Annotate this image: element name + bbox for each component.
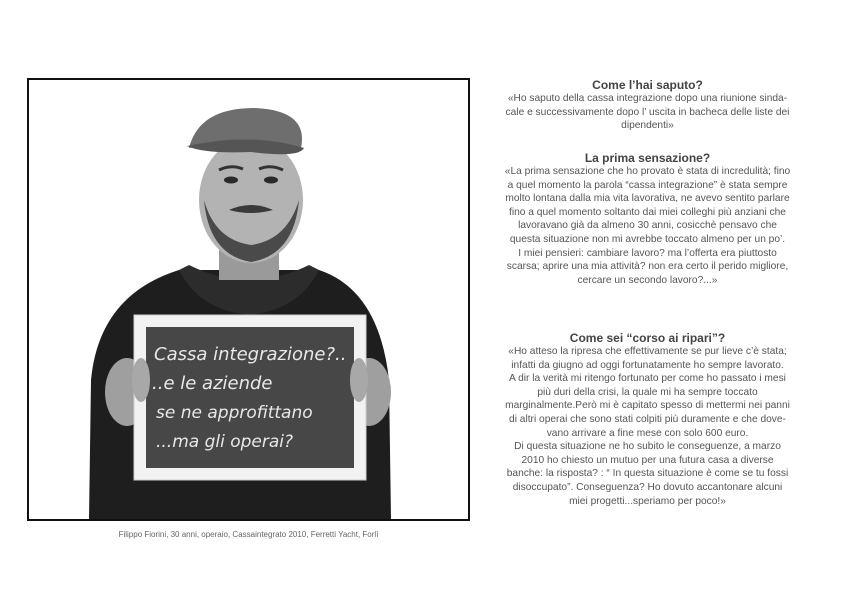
portrait-illustration <box>29 80 468 519</box>
chalk-line-2: ..e le aziende <box>152 373 273 394</box>
portrait-photo <box>27 78 470 521</box>
section-body: «Ho saputo della cassa integrazione dopo una riunione sinda- cale e successivamente dopo l’ uscita in bacheca delle liste dei dipendenti» <box>505 93 790 132</box>
section-body: «Ho atteso la ripresa che effettivamente se pur lieve c’è stata; infatti da giugno ad oggi fortunatamente ho sempre lavorato. A dir la verità mi ritengo fortunato per come ho passato i mesi più duri della crisi, la quale mi ha sempre toccato marginalmente.Però mi è capitato spesso di mettermi nei panni di altri operai che sono stati colpiti più duramente e che dove- vano arrivare a fine mese con solo 600 euro. Di questa situazione ne ho subito le conseguenze, a marzo 2010 ho chiesto un mutuo per una futura casa a diverse banche: la risposta? : “ In questa situazione è come se tu fossi disoccupato”. Conseguenza? Ho dovuto accantonare alcuni miei progetti...speriamo per poco!» <box>505 346 790 507</box>
section-heading: Come l’hai saputo? <box>592 78 703 92</box>
chalk-line-1: Cassa integrazione?.. <box>154 344 347 365</box>
section-heading: Come sei “corso ai ripari”? <box>569 331 726 345</box>
section-heading: La prima sensazione? <box>584 151 711 165</box>
chalk-line-4: ...ma gli operai? <box>156 432 294 452</box>
photo-caption: Filippo Fiorini, 30 anni, operaio, Cassaintegrato 2010, Ferretti Yacht, Forlì <box>118 530 379 539</box>
face <box>199 137 303 263</box>
section-come-lhai-saputo <box>480 78 815 133</box>
section-body: «La prima sensazione che ho provato è stata di incredulità; fino a quel momento la parola “cassa integrazione” è stata sempre molto lontana dalla mia vita lavorativa, ne avevo sentito parlare fino a quel momento soltanto dai miei colleghi più anziani che lavoravano già da almeno 30 anni, cosicchè pensavo che questa situazione non mi avrebbe toccato almeno per un po’. I miei pensieri: cambiare lavoro? ma l’offerta era piuttosto scarsa; aprire una mia attività? non era certo il perido migliore, cercare un secondo lavoro?...» <box>504 166 791 286</box>
chalk-line-3: se ne approfittano <box>156 403 313 423</box>
section-corso-ai-ripari <box>480 331 815 508</box>
section-prima-sensazione <box>480 151 815 287</box>
